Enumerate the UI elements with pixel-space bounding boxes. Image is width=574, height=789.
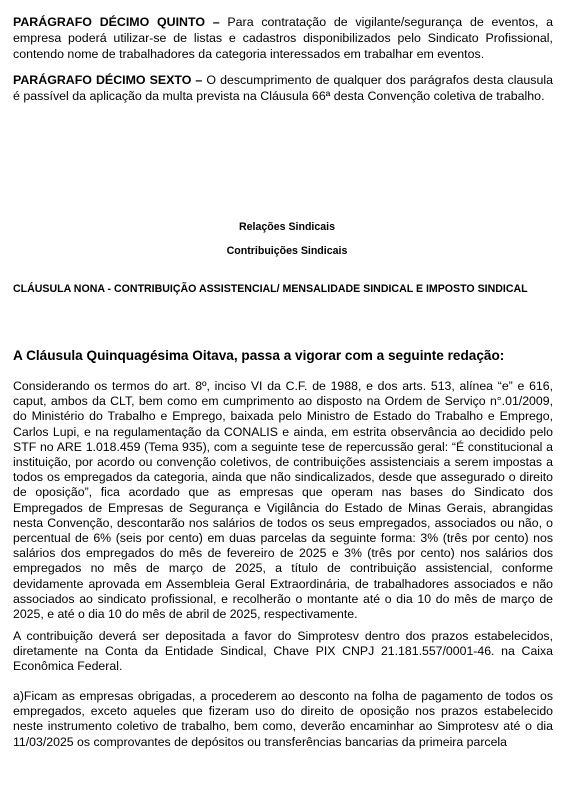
paragraph-decimo-sexto bbox=[13, 72, 553, 104]
paragraph-label: PARÁGRAFO DÉCIMO QUINTO – bbox=[13, 15, 220, 29]
clause-title: CLÁUSULA NONA - CONTRIBUIÇÃO ASSISTENCIAL/ MENSALIDADE SINDICAL E IMPOSTO SINDICAL bbox=[13, 283, 528, 295]
paragraph-considerando: Considerando os termos do art. 8º, inciso VI da C.F. de 1988, e dos arts. 513, alínea “e” e 616, caput, ambos da CLT, bem como em cumprimento ao disposto na Ordem de Serviço n°.01/2009, do Ministério do Trabalho e Emprego, baixada pelo Ministro de Estado do Trabalho e Emprego, Carlos Lupi, e na regulamentação da CONALIS e ainda, em estrita observância ao decidido pelo STF no ARE 1.018.459 (Tema 935), com a seguinte tese de repercussão geral: “É constitucional a instituição, por acordo ou convenção coletivos, de contribuições assistenciais a serem impostas a todos os empregados da categoria, ainda que não sindicalizados, desde que assegurado o direito de oposição”, fica acordado que as empresas que operam nas bases do Sindicato dos Empregados de Empresas de Segurança e Vigilância do Estado de Minas Gerais, abrangidas nesta Convenção, descontarão nos salários de todos os seus empregados, associados ou não, o percentual de 6% (seis por cento) em duas parcelas da seguinte forma: 3% (três por cento) nos salários dos empregados do mês de fevereiro de 2025 e 3% (três por cento) nos salários dos empregados no mês de março de 2025, a título de contribuição assistencial, conforme devidamente aprovada em Assembleia Geral Extraordinária, de trabalhadores associados e não associados ao sindicato profissional, e recolherão o montante até o dia 10 do mês de março de 2025, e até o dia 10 do mês de abril de 2025, respectivamente. bbox=[13, 379, 553, 622]
paragraph-text: Para contratação de vigilante/segurança de eventos, a empresa poderá utilizar-se de listas e cadastros disponibilizados pelo Sindicato Profissional, contendo nome de trabalhadores da categoria interessados em trabalhar em eventos. bbox=[13, 15, 553, 62]
paragraph-text: O descumprimento de qualquer dos parágrafos desta clausula é passível da aplicação da multa prevista na Cláusula 66ª desta Convenção coletiva de trabalho. bbox=[13, 73, 553, 104]
subsection-title: Contribuições Sindicais bbox=[226, 245, 348, 257]
paragraph-label: PARÁGRAFO DÉCIMO SEXTO – bbox=[13, 73, 203, 87]
paragraph-a: a)Ficam as empresas obrigadas, a procederem ao desconto na folha de pagamento de todos os empregados, exceto aqueles que fizeram uso do direito de oposição nos prazos estabelecido neste instrumento coletivo de trabalho, bem como, deverão encaminhar ao Simprotesv até o dia 11/03/2025 os comprovantes de depósitos ou transferências bancarias da primeira parcela bbox=[13, 689, 553, 749]
paragraph-decimo-quinto bbox=[13, 14, 553, 63]
paragraph-contribuicao: A contribuição deverá ser depositada a favor do Simprotesv dentro dos prazos estabelecidos, diretamente na Conta da Entidade Sindical, Chave PIX CNPJ 21.181.557/0001-46. na Caixa Econômica Federal. bbox=[13, 629, 553, 674]
section-title: Relações Sindicais bbox=[239, 221, 335, 233]
clause-heading: A Cláusula Quinquagésima Oitava, passa a vigorar com a seguinte redação: bbox=[13, 348, 505, 363]
